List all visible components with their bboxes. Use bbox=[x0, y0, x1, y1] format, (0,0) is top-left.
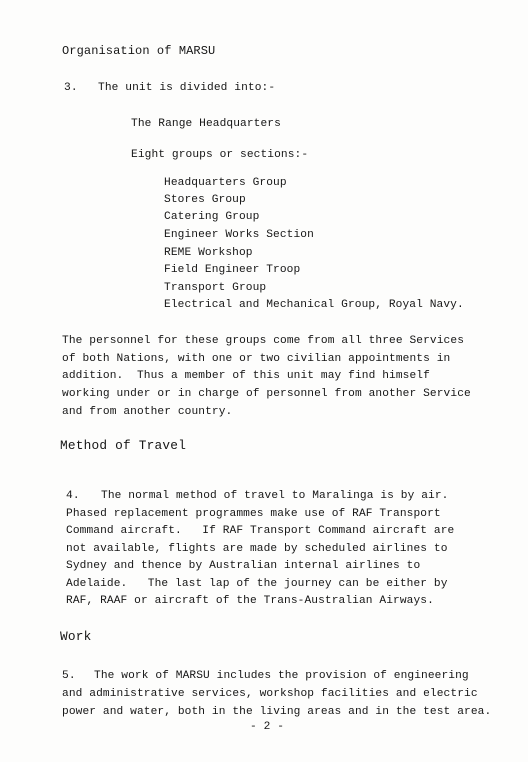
group-item: Transport Group bbox=[164, 282, 267, 294]
text-line: addition. Thus a member of this unit may find himself bbox=[62, 370, 430, 382]
section-heading-method-of-travel: Method of Travel bbox=[60, 438, 187, 453]
para-3-intro: The unit is divided into:- bbox=[98, 82, 276, 94]
group-item: Electrical and Mechanical Group, Royal Navy. bbox=[164, 299, 464, 311]
text-line: Adelaide. The last lap of the journey can be either by bbox=[66, 578, 448, 590]
text-line: working under or in charge of personnel from another Service bbox=[62, 388, 471, 400]
group-item: Stores Group bbox=[164, 194, 246, 206]
group-item: Engineer Works Section bbox=[164, 229, 314, 241]
page-number: - 2 - bbox=[250, 721, 285, 733]
text-line: The work of MARSU includes the provision of engineering bbox=[94, 670, 469, 682]
group-item: Headquarters Group bbox=[164, 177, 287, 189]
section-heading-organisation: Organisation of MARSU bbox=[62, 44, 216, 58]
range-headquarters: The Range Headquarters bbox=[131, 118, 281, 130]
text-line: The personnel for these groups come from all three Services bbox=[62, 335, 465, 347]
group-item: Catering Group bbox=[164, 211, 260, 223]
group-item: Field Engineer Troop bbox=[164, 264, 301, 276]
para-3-number: 3. bbox=[64, 82, 78, 94]
groups-intro: Eight groups or sections:- bbox=[131, 149, 309, 161]
text-line: RAF, RAAF or aircraft of the Trans-Australian Airways. bbox=[66, 595, 434, 607]
group-item: REME Workshop bbox=[164, 247, 253, 259]
text-line: and from another country. bbox=[62, 406, 233, 418]
text-line: of both Nations, with one or two civilian appointments in bbox=[62, 353, 451, 365]
text-line: Command aircraft. If RAF Transport Command aircraft are bbox=[66, 525, 455, 537]
text-line: power and water, both in the living areas and in the test area. bbox=[62, 706, 492, 718]
text-line: not available, flights are made by scheduled airlines to bbox=[66, 543, 448, 555]
text-line: Sydney and thence by Australian internal airlines to bbox=[66, 560, 421, 572]
section-heading-work: Work bbox=[60, 629, 92, 644]
para-5-number: 5. bbox=[62, 670, 76, 682]
text-line: Phased replacement programmes make use of RAF Transport bbox=[66, 508, 441, 520]
text-line: and administrative services, workshop facilities and electric bbox=[62, 688, 478, 700]
text-line: The normal method of travel to Maralinga is by air. bbox=[101, 490, 449, 502]
para-4-number: 4. bbox=[66, 490, 80, 502]
